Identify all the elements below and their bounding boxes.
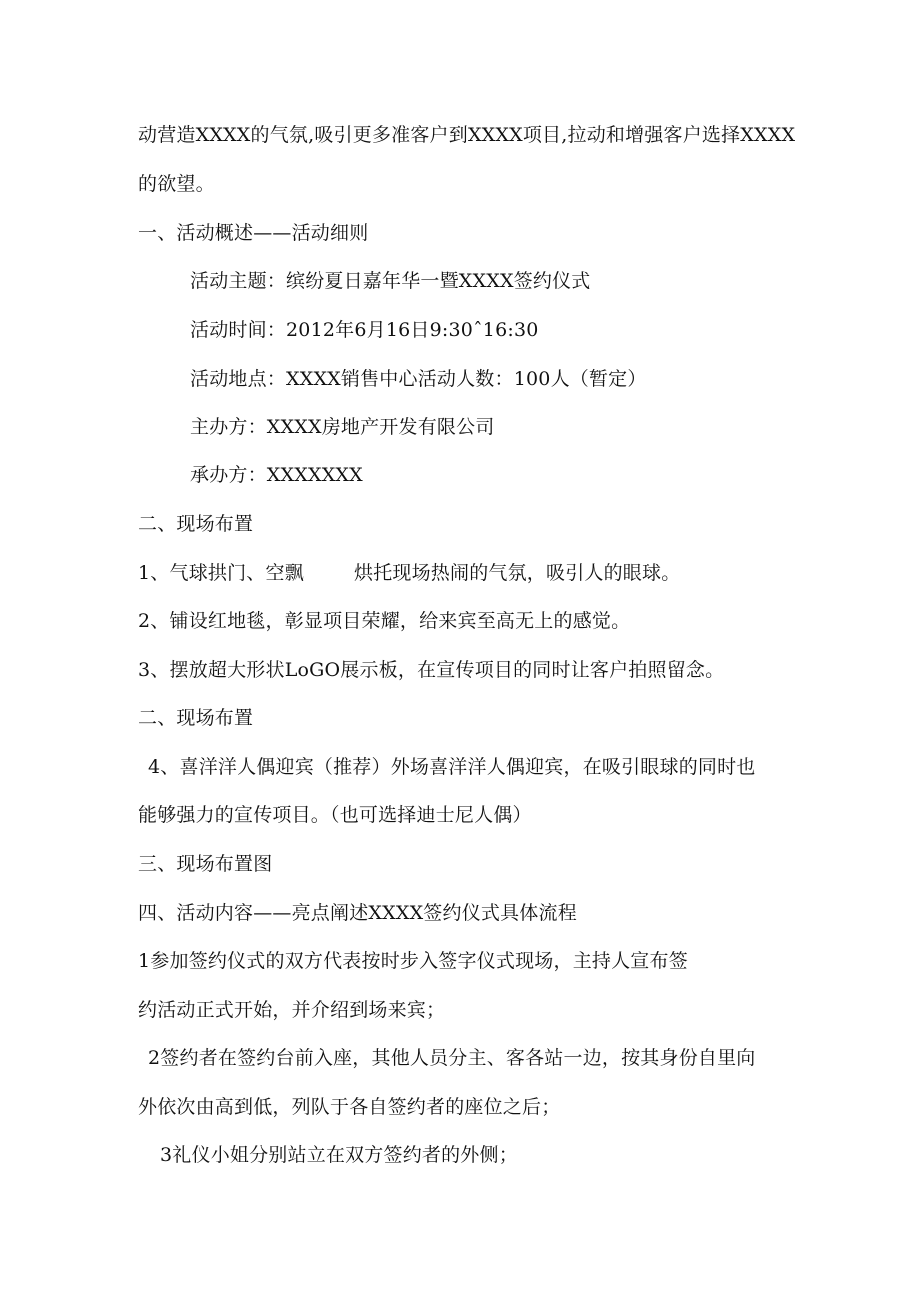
activity-theme: 活动主题：缤纷夏日嘉年华一暨XXXX签约仪式 xyxy=(190,270,591,292)
section-3-heading: 三、现场布置图 xyxy=(138,853,273,875)
activity-place: 活动地点：XXXX销售中心活动人数：100人（暂定） xyxy=(190,368,647,390)
step-2-line-2: 外依次由高到低，列队于各自签约者的座位之后； xyxy=(138,1096,561,1118)
layout-item-2: 2、铺设红地毯，彰显项目荣耀，给来宾至高无上的感觉。 xyxy=(138,610,631,632)
step-2-line-1: 2签约者在签约台前入座，其他人员分主、客各站一边，按其身份自里向 xyxy=(148,1047,756,1069)
activity-time: 活动时间：2012年6月16日9:30ˆ16:30 xyxy=(190,319,539,341)
layout-item-3: 3、摆放超大形状LoGO展示板，在宣传项目的同时让客户拍照留念。 xyxy=(138,659,725,681)
intro-line-1: 动营造XXXX的气氛,吸引更多准客户到XXXX项目,拉动和增强客户选择XXXX xyxy=(138,124,796,146)
section-2-heading: 二、现场布置 xyxy=(138,513,254,535)
step-1-line-1: 1参加签约仪式的双方代表按时步入签字仪式现场，主持人宣布签 xyxy=(138,950,688,972)
step-3: 3礼仪小姐分别站立在双方签约者的外侧； xyxy=(160,1144,518,1166)
section-4-heading: 四、活动内容——亮点阐述XXXX签约仪式具体流程 xyxy=(138,902,577,924)
layout-item-4-line-2: 能够强力的宣传项目。（也可选择迪士尼人偶） xyxy=(138,804,532,826)
layout-item-1-right: 烘托现场热闹的气氛，吸引人的眼球。 xyxy=(354,562,681,584)
activity-host: 主办方：XXXX房地产开发有限公司 xyxy=(190,416,495,438)
section-1-heading: 一、活动概述——活动细则 xyxy=(138,222,369,244)
step-1-line-2: 约活动正式开始，并介绍到场来宾； xyxy=(138,999,446,1021)
layout-item-4-line-1: 4、喜洋洋人偶迎宾（推荐）外场喜洋洋人偶迎宾，在吸引眼球的同时也 xyxy=(148,756,756,778)
intro-line-2: 的欲望。 xyxy=(138,173,215,195)
layout-item-1-left: 1、气球拱门、空飘 xyxy=(138,562,304,584)
activity-organizer: 承办方：XXXXXXX xyxy=(190,464,363,486)
section-2b-heading: 二、现场布置 xyxy=(138,707,254,729)
